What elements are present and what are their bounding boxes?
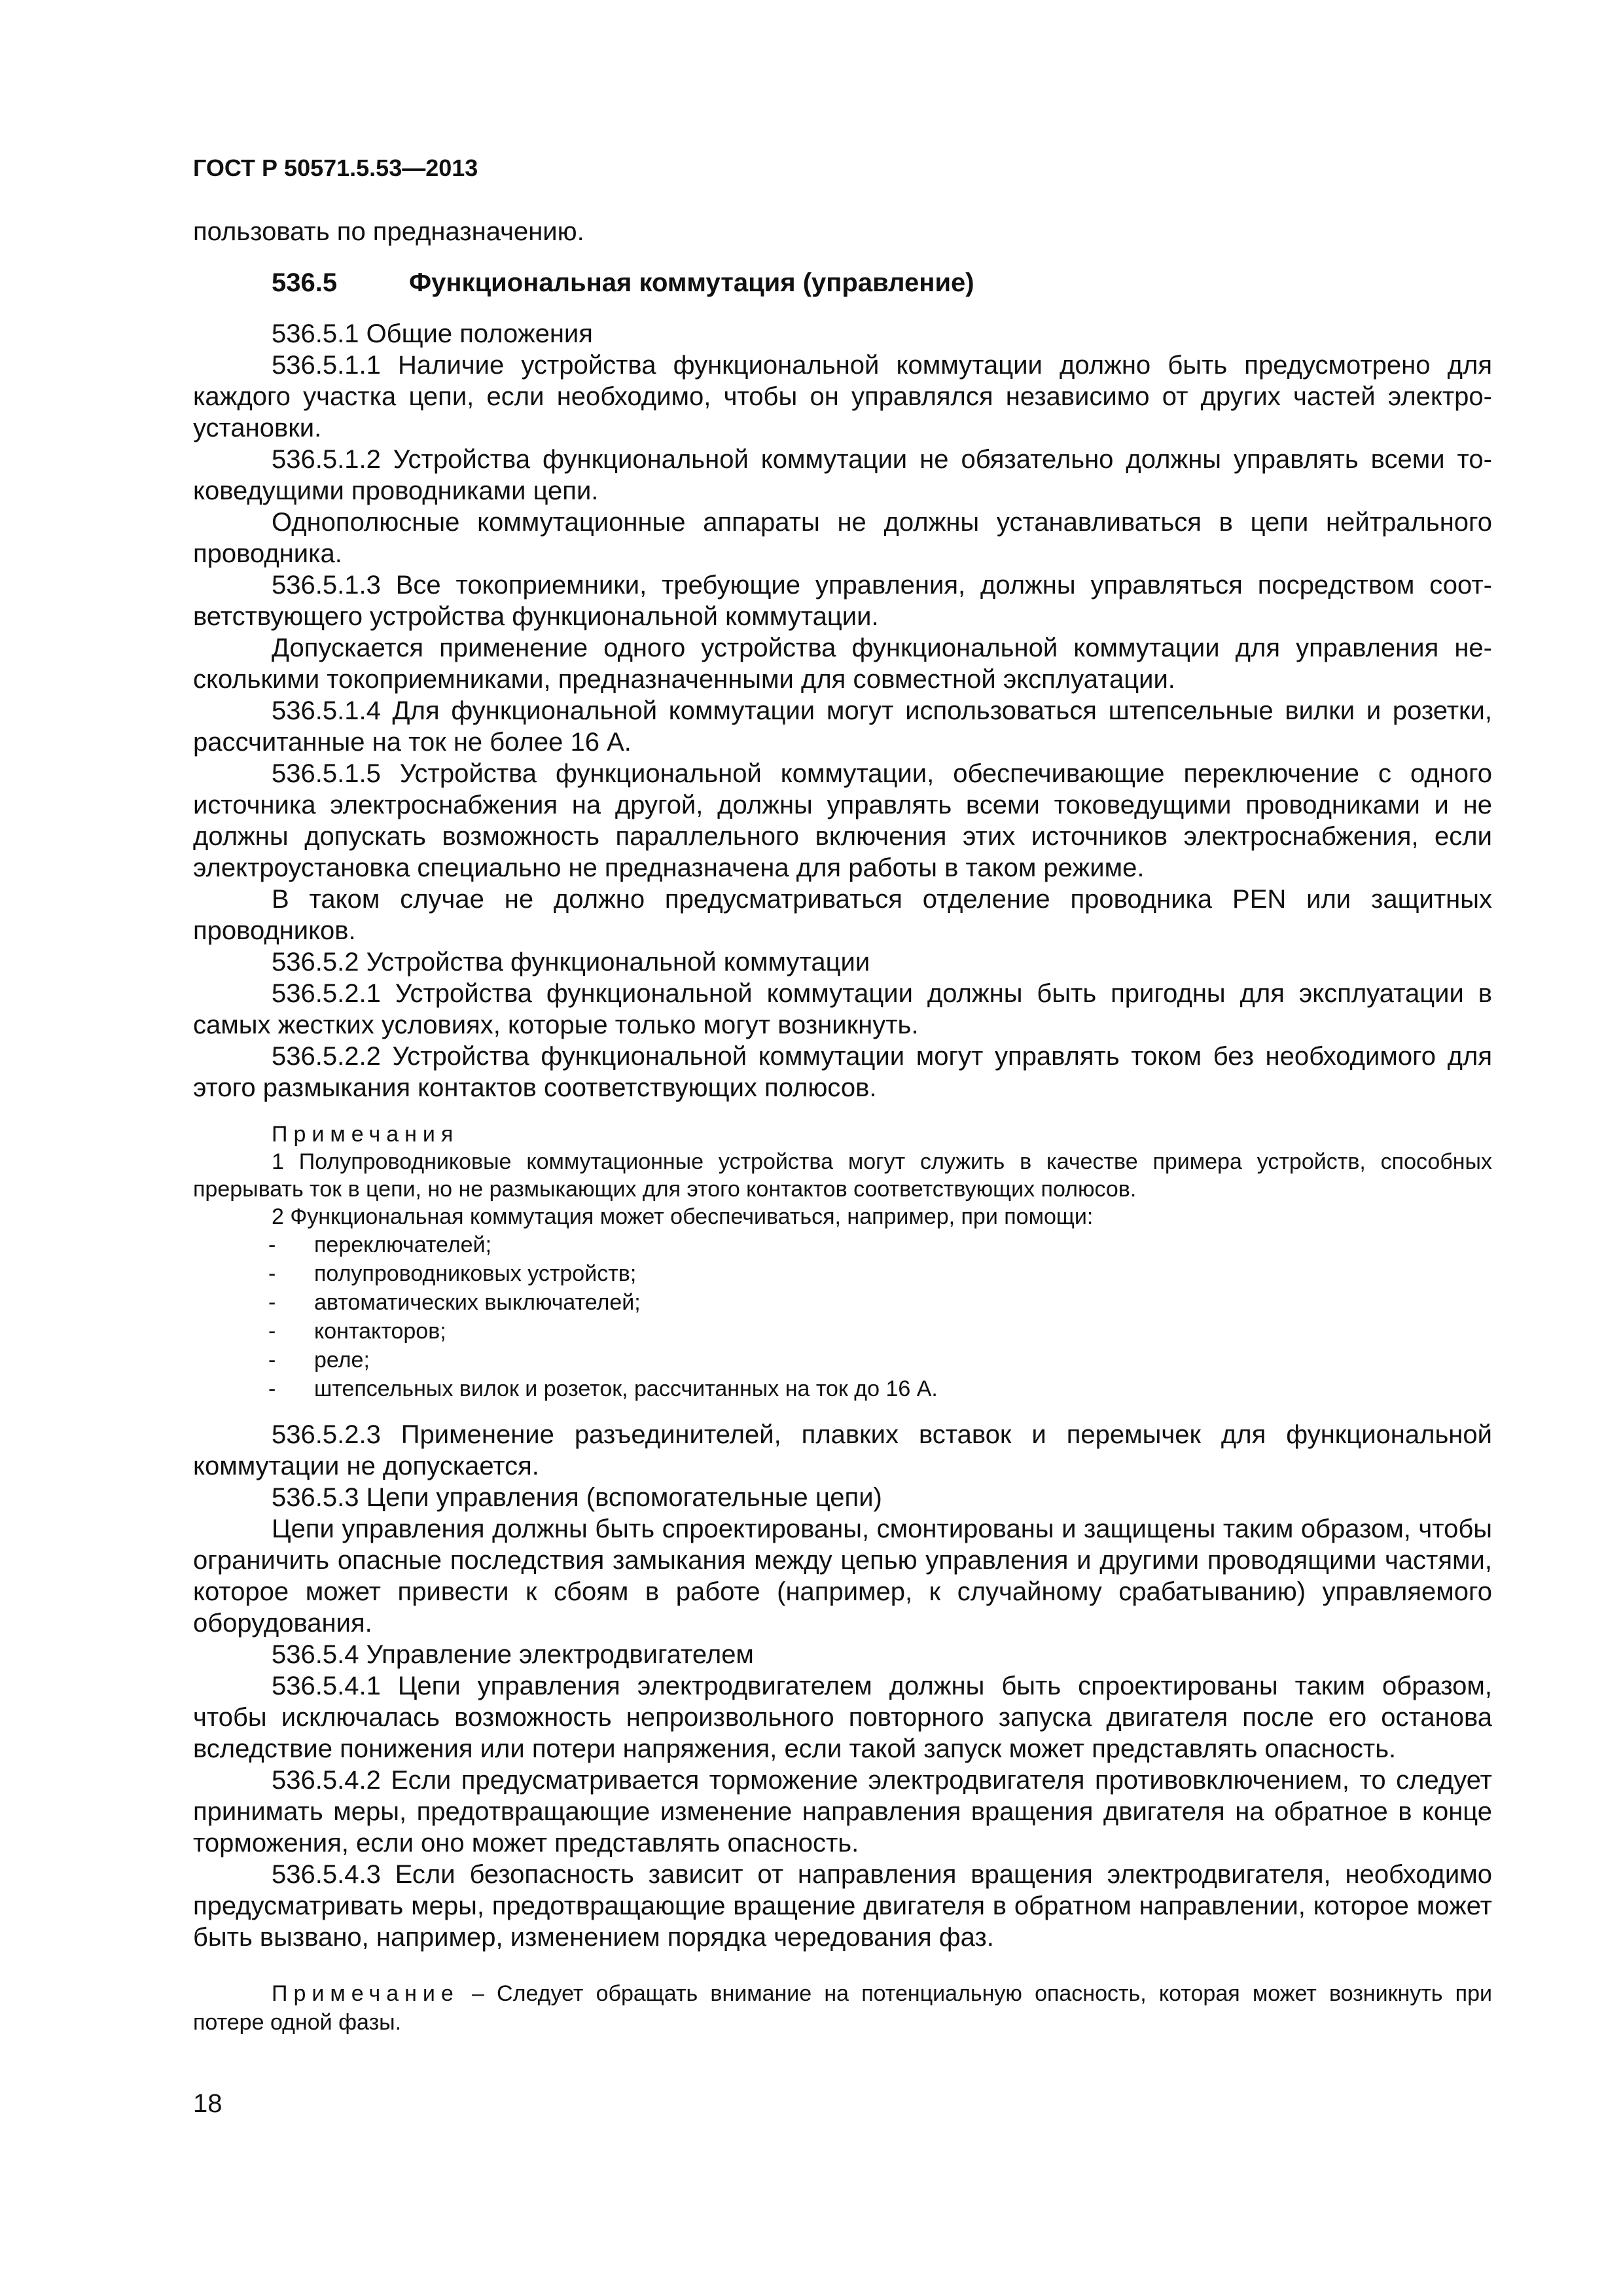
list-item-text: штепсельных вилок и розеток, рассчитанных на ток до 16 А. <box>314 1376 938 1401</box>
list-item <box>193 1259 1492 1288</box>
list-item-text: автоматических выключателей; <box>314 1290 641 1315</box>
switching-devices-list <box>193 1230 1492 1403</box>
list-dash: - <box>268 1261 276 1286</box>
paragraph: 536.5.1 Общие положения <box>272 319 593 348</box>
paragraph: 536.5.2 Устройства функциональной коммутации <box>272 948 870 977</box>
paragraph: пользовать по предназначению. <box>193 217 584 246</box>
list-dash: - <box>268 1290 276 1315</box>
final-note <box>193 1979 1492 2037</box>
paragraph: 536.5.2.1 Устройства функциональной коммутации должны быть пригодны для эксплуатации в самых жестких условиях, которые только могут возникнуть. <box>193 979 1492 1039</box>
list-item <box>193 1288 1492 1317</box>
final-note-text: – Следует обращать внимание на потенциальную опасность, которая может возникнуть при потере одной фазы. <box>193 1981 1492 2035</box>
list-item-text: реле; <box>314 1348 370 1372</box>
note-text: 1 Полупроводниковые коммутационные устройства могут служить в качестве примера устройств, способных прерывать ток в цепи, но не размыкающих для этого контактов соответствующих полюсов. <box>193 1149 1492 1202</box>
list-dash: - <box>268 1376 276 1401</box>
paragraph: 536.5.1.3 Все токоприемники, требующие управления, должны управляться посредством соответствующего устройства функциональной коммутации. <box>193 571 1492 631</box>
list-item-text: контакторов; <box>314 1319 446 1344</box>
final-note-label: Примечание <box>272 1981 459 2006</box>
paragraph: Однополюсные коммутационные аппараты не должны устанавливаться в цепи нейтрального проводника. <box>193 508 1492 568</box>
paragraph: 536.5.1.2 Устройства функциональной коммутации не обязательно должны управлять всеми токоведущими проводниками цепи. <box>193 445 1492 505</box>
paragraph: 536.5.2.3 Применение разъединителей, плавких вставок и перемычек для функциональной коммутации не допускается. <box>193 1420 1492 1480</box>
paragraph: Допускается применение одного устройства функциональной коммутации для управления несколькими токоприемниками, предназначенными для совместной эксплуатации. <box>193 634 1492 694</box>
paragraph: 536.5.1.4 Для функциональной коммутации могут использоваться штепсельные вилки и розетки, рассчитанные на ток не более 16 А. <box>193 696 1492 757</box>
note-text: 2 Функциональная коммутация может обеспечиваться, например, при помощи: <box>272 1204 1094 1229</box>
list-item-text: переключателей; <box>314 1232 492 1257</box>
document-body <box>193 216 1492 2037</box>
paragraph: 536.5.4.2 Если предусматривается торможение электродвигателя противовключением, то следует принимать меры, предотвращающие изменение направления вращения двигателя на обратное в конце торможения, если оно может представлять опасность. <box>193 1766 1492 1857</box>
section-title: Функциональная коммутация (управление) <box>409 268 974 297</box>
notes-block <box>193 1121 1492 1403</box>
list-item <box>193 1230 1492 1259</box>
paragraph: 536.5.2.2 Устройства функциональной коммутации могут управлять током без необходимого для этого размыкания контактов соответствующих полюсов. <box>193 1042 1492 1102</box>
list-dash: - <box>268 1348 276 1372</box>
paragraph: 536.5.3 Цепи управления (вспомогательные цепи) <box>272 1483 882 1512</box>
section-number: 536.5 <box>272 268 338 297</box>
list-item-text: полупроводниковых устройств; <box>314 1261 637 1286</box>
page-number: 18 <box>193 2089 223 2118</box>
notes-title: Примечания <box>272 1122 459 1147</box>
paragraph: Цепи управления должны быть спроектированы, смонтированы и защищены таким образом, чтобы ограничить опасные последствия замыкания между цепью управления и другими проводящими частями, которое может привести к сбоям в работе (например, к случайному срабатыванию) управляемого оборудования. <box>193 1515 1492 1638</box>
paragraph: 536.5.1.5 Устройства функциональной коммутации, обеспечивающие переключение с одного источника электроснабжения на другой, должны управлять всеми токоведущими проводниками и не должны допускать возможность параллельного включения этих источников электроснабжения, если электроустановка специально не предназначена для работы в таком режиме. <box>193 759 1492 882</box>
paragraph: В таком случае не должно предусматриваться отделение проводника PEN или защитных проводников. <box>193 885 1492 945</box>
section-heading <box>272 267 1492 298</box>
standard-header: ГОСТ Р 50571.5.53—2013 <box>193 154 478 181</box>
list-item <box>193 1346 1492 1374</box>
paragraph: 536.5.4.3 Если безопасность зависит от направления вращения электродвигателя, необходимо предусматривать меры, предотвращающие вращение двигателя в обратном направлении, которое может быть вызвано, например, изменением порядка чередования фаз. <box>193 1860 1492 1952</box>
paragraph: 536.5.4 Управление электродвигателем <box>272 1640 754 1669</box>
list-dash: - <box>268 1232 276 1257</box>
list-item <box>193 1374 1492 1403</box>
paragraph: 536.5.1.1 Наличие устройства функциональной коммутации должно быть предусмотрено для каждого участка цепи, если необходимо, чтобы он управлялся независимо от других частей электроустановки. <box>193 351 1492 442</box>
list-item <box>193 1317 1492 1346</box>
paragraph: 536.5.4.1 Цепи управления электродвигателем должны быть спроектированы таким образом, чтобы исключалась возможность непроизвольного повторного запуска двигателя после его останова вследствие понижения или потери напряжения, если такой запуск может представлять опасность. <box>193 1672 1492 1763</box>
list-dash: - <box>268 1319 276 1344</box>
